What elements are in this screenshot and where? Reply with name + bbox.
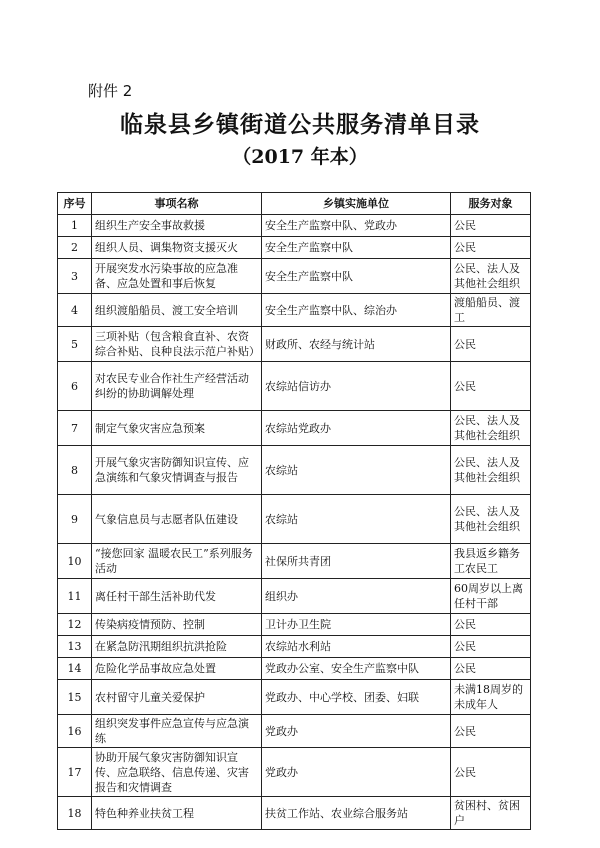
cell-item: 危险化学品事故应急处置 <box>92 658 262 680</box>
table-header-row <box>58 193 531 215</box>
cell-unit: 农综站水利站 <box>262 636 451 658</box>
cell-unit: 党政办公室、安全生产监察中队 <box>262 658 451 680</box>
cell-item: 农村留守儿童关爱保护 <box>92 680 262 715</box>
cell-item: 传染病疫情预防、控制 <box>92 614 262 636</box>
cell-target: 公民 <box>451 636 531 658</box>
table-row <box>58 579 531 614</box>
header-target: 服务对象 <box>451 193 531 215</box>
table-row <box>58 748 531 797</box>
attachment-label: 附件 2 <box>88 82 133 100</box>
table-row <box>58 259 531 294</box>
cell-unit: 安全生产监察中队 <box>262 237 451 259</box>
cell-target: 公民 <box>451 614 531 636</box>
cell-no: 7 <box>58 411 92 446</box>
cell-no: 1 <box>58 215 92 237</box>
cell-target: 60周岁以上离任村干部 <box>451 579 531 614</box>
table-row <box>58 495 531 544</box>
cell-unit: 财政所、农经与统计站 <box>262 327 451 362</box>
cell-item: 特色种养业扶贫工程 <box>92 797 262 830</box>
cell-no: 11 <box>58 579 92 614</box>
table-row <box>58 658 531 680</box>
cell-item: 组织生产安全事故救援 <box>92 215 262 237</box>
cell-no: 5 <box>58 327 92 362</box>
table-row <box>58 715 531 748</box>
cell-target: 公民 <box>451 715 531 748</box>
cell-target: 公民 <box>451 748 531 797</box>
cell-no: 9 <box>58 495 92 544</box>
cell-item: 三项补贴（包含粮食直补、农资综合补贴、良种良法示范户补贴） <box>92 327 262 362</box>
cell-target: 公民、法人及其他社会组织 <box>451 495 531 544</box>
cell-no: 14 <box>58 658 92 680</box>
cell-item: 离任村干部生活补助代发 <box>92 579 262 614</box>
cell-item: 组织渡船船员、渡工安全培训 <box>92 294 262 327</box>
cell-unit: 社保所共青团 <box>262 544 451 579</box>
cell-no: 3 <box>58 259 92 294</box>
table-row <box>58 544 531 579</box>
cell-item: 开展气象灾害防御知识宣传、应急演练和气象灾情调查与报告 <box>92 446 262 495</box>
table-row <box>58 680 531 715</box>
cell-unit: 党政办 <box>262 748 451 797</box>
cell-no: 15 <box>58 680 92 715</box>
table-row <box>58 327 531 362</box>
cell-unit: 扶贫工作站、农业综合服务站 <box>262 797 451 830</box>
table-row <box>58 797 531 830</box>
table-row <box>58 362 531 411</box>
table-row <box>58 411 531 446</box>
cell-target: 公民 <box>451 215 531 237</box>
cell-item: 协助开展气象灾害防御知识宣传、应急联络、信息传递、灾害报告和灾情调查 <box>92 748 262 797</box>
cell-target: 公民、法人及其他社会组织 <box>451 411 531 446</box>
cell-target: 渡船船员、渡工 <box>451 294 531 327</box>
cell-item: 对农民专业合作社生产经营活动纠纷的协助调解处理 <box>92 362 262 411</box>
page-subtitle: （2017 年本） <box>232 146 368 168</box>
cell-target: 我县返乡籍务工农民工 <box>451 544 531 579</box>
cell-target: 贫困村、贫困户 <box>451 797 531 830</box>
cell-item: “接您回家 温暖农民工”系列服务活动 <box>92 544 262 579</box>
cell-unit: 农综站 <box>262 495 451 544</box>
header-item: 事项名称 <box>92 193 262 215</box>
cell-target: 公民 <box>451 362 531 411</box>
cell-unit: 安全生产监察中队 <box>262 259 451 294</box>
cell-no: 4 <box>58 294 92 327</box>
header-no: 序号 <box>58 193 92 215</box>
cell-no: 10 <box>58 544 92 579</box>
cell-item: 开展突发水污染事故的应急准备、应急处置和事后恢复 <box>92 259 262 294</box>
table-row <box>58 446 531 495</box>
cell-unit: 组织办 <box>262 579 451 614</box>
cell-target: 公民、法人及其他社会组织 <box>451 259 531 294</box>
cell-target: 公民 <box>451 658 531 680</box>
cell-item: 组织人员、调集物资支援灭火 <box>92 237 262 259</box>
header-unit: 乡镇实施单位 <box>262 193 451 215</box>
cell-target: 公民 <box>451 327 531 362</box>
cell-no: 8 <box>58 446 92 495</box>
cell-unit: 安全生产监察中队、党政办 <box>262 215 451 237</box>
cell-unit: 农综站 <box>262 446 451 495</box>
cell-unit: 农综站党政办 <box>262 411 451 446</box>
service-list-table <box>57 192 531 830</box>
cell-target: 公民 <box>451 237 531 259</box>
cell-target: 公民、法人及其他社会组织 <box>451 446 531 495</box>
cell-item: 在紧急防汛期组织抗洪抢险 <box>92 636 262 658</box>
page-title: 临泉县乡镇街道公共服务清单目录 <box>120 111 480 138</box>
cell-item: 气象信息员与志愿者队伍建设 <box>92 495 262 544</box>
cell-no: 12 <box>58 614 92 636</box>
cell-no: 16 <box>58 715 92 748</box>
table-row <box>58 614 531 636</box>
cell-unit: 党政办、中心学校、团委、妇联 <box>262 680 451 715</box>
cell-no: 17 <box>58 748 92 797</box>
cell-target: 未满18周岁的未成年人 <box>451 680 531 715</box>
cell-no: 13 <box>58 636 92 658</box>
cell-unit: 卫计办卫生院 <box>262 614 451 636</box>
cell-unit: 党政办 <box>262 715 451 748</box>
table-row <box>58 636 531 658</box>
table-row <box>58 237 531 259</box>
cell-no: 6 <box>58 362 92 411</box>
cell-unit: 安全生产监察中队、综治办 <box>262 294 451 327</box>
table-row <box>58 215 531 237</box>
cell-no: 18 <box>58 797 92 830</box>
cell-unit: 农综站信访办 <box>262 362 451 411</box>
table-row <box>58 294 531 327</box>
cell-item: 组织突发事件应急宣传与应急演练 <box>92 715 262 748</box>
cell-item: 制定气象灾害应急预案 <box>92 411 262 446</box>
cell-no: 2 <box>58 237 92 259</box>
